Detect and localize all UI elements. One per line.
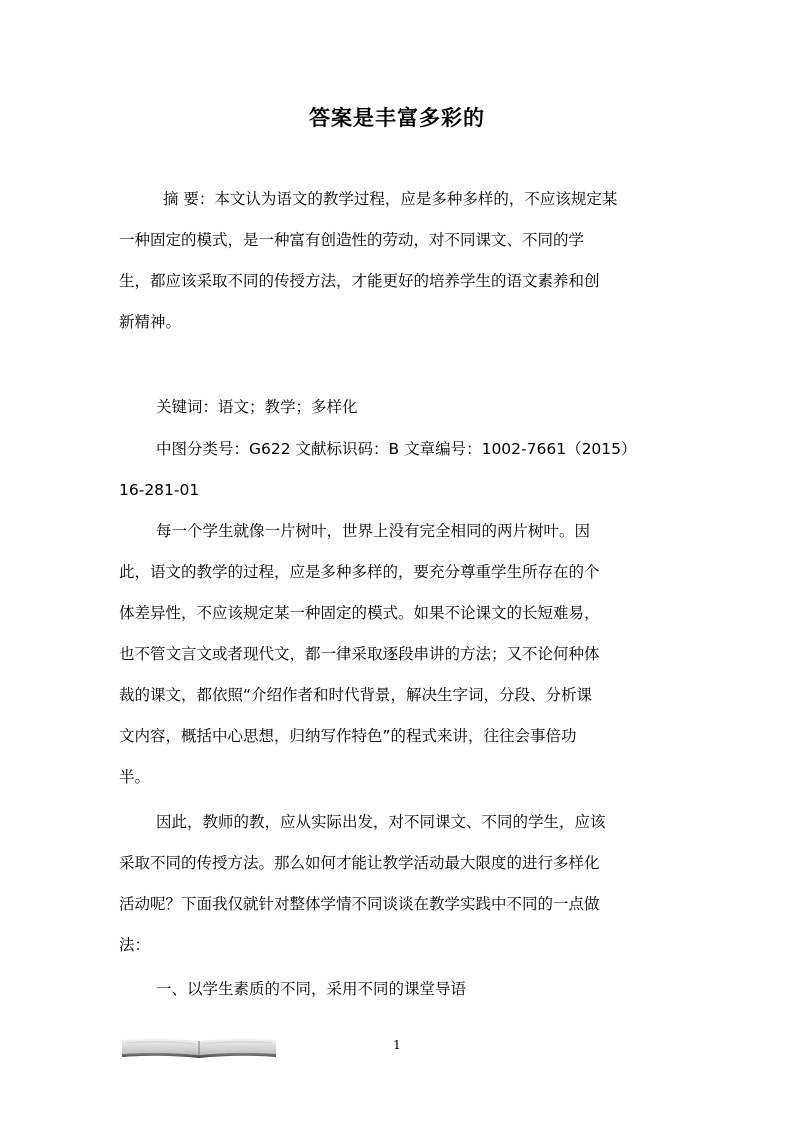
paragraph-line: 裁的课文，都依照“介绍作者和时代背景，解决生字词，分段、分析课 xyxy=(119,686,593,704)
abstract xyxy=(119,179,679,343)
classification-line: 中图分类号：G622 文献标识码：B 文章编号：1002-7661（2015） xyxy=(156,440,637,458)
page-number: 1 xyxy=(393,1038,401,1052)
paragraph-line: 因此，教师的教，应从实际出发，对不同课文、不同的学生，应该 xyxy=(156,813,606,831)
abstract-line: 新精神。 xyxy=(119,313,182,331)
body-paragraph-2 xyxy=(119,802,679,966)
abstract-line: 生，都应该采取不同的传授方法，才能更好的培养学生的语文素养和创 xyxy=(119,272,600,290)
paragraph-line: 半。 xyxy=(119,768,151,786)
classification-line: 16-281-01 xyxy=(119,481,200,499)
page-title: 答案是丰富多彩的 xyxy=(309,106,485,130)
paragraph-line: 此，语文的教学的过程，应是多种多样的，要充分尊重学生所存在的个 xyxy=(119,563,600,581)
paragraph-line: 也不管文言文或者现代文，都一律采取逐段串讲的方法；又不论何种体 xyxy=(119,645,600,663)
paragraph-line: 体差异性，不应该规定某一种固定的模式。如果不论课文的长短难易， xyxy=(119,604,600,622)
paragraph-line: 采取不同的传授方法。那么如何才能让教学活动最大限度的进行多样化 xyxy=(119,854,600,872)
section-heading xyxy=(119,969,679,1010)
abstract-line: 摘 要：本文认为语文的教学过程，应是多种多样的，不应该规定某 xyxy=(163,190,618,208)
keywords xyxy=(119,387,679,428)
paragraph-line: 文内容，概括中心思想，归纳写作特色”的程式来讲，往往会事倍功 xyxy=(119,727,577,745)
body-paragraph-1 xyxy=(119,511,679,798)
keywords-line: 关键词：语文；教学；多样化 xyxy=(156,398,358,416)
classification xyxy=(119,429,679,511)
paragraph-line: 法： xyxy=(119,936,151,954)
paragraph-line: 活动呢？下面我仅就针对整体学情不同谈谈在教学实践中不同的一点做 xyxy=(119,895,600,913)
section-heading-text: 一、以学生素质的不同，采用不同的课堂导语 xyxy=(156,980,467,998)
paragraph-line: 每一个学生就像一片树叶，世界上没有完全相同的两片树叶。因 xyxy=(156,522,591,540)
abstract-line: 一种固定的模式，是一种富有创造性的劳动，对不同课文、不同的学 xyxy=(119,231,585,249)
